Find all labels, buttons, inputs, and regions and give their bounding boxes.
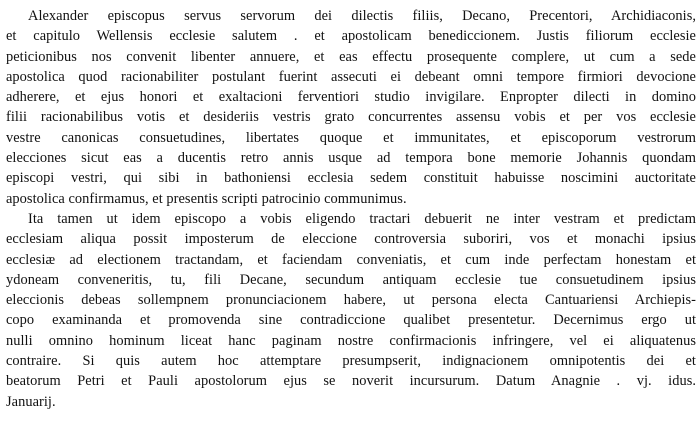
text-line: ydoneam conveneritis, tu, fili Decane, secundum antiquam ecclesie tue consuetudinem ipsius: [6, 271, 696, 288]
text-line: beatorum Petri et Pauli apostolorum ejus se noverit incursurum. Datum Anagnie . vj. idus.: [6, 373, 696, 390]
paragraph-1: [6, 6, 696, 209]
text-line: filii racionabilibus votis et desideriis vestris grato concurrentes assensu vobis et per vos ecclesie: [6, 109, 696, 126]
text-line: episcopi vestri, qui sibi in bathoniensi ecclesia sedem constituit habuisse noscimini auctoritate: [6, 170, 696, 187]
text-line: copo examinanda et promovenda sine contradiccione qualibet presentetur. Decernimus ergo ut: [6, 312, 696, 329]
text-line: vestre canonicas consuetudines, libertates quoque et immunitates, et episcoporum vestrorum: [6, 129, 696, 146]
text-line: et capitulo Wellensis ecclesie salutem . et apostolicam benediccionem. Justis filiorum ecclesie: [6, 28, 696, 45]
text-line: elecciones sicut eas a ducentis retro annis usque ad tempora bone memorie Johannis quondam: [6, 150, 696, 167]
text-line: Ita tamen ut idem episcopo a vobis eligendo tractari debuerit ne inter vestram et predictam: [28, 210, 696, 227]
text-line: adherere, et ejus honori et exaltacioni ferventiori studio invigilare. Enpropter dilecti in domino: [6, 89, 696, 106]
text-line: apostolica confirmamus, et presentis scripti patrocinio communimus.: [6, 190, 407, 207]
text-line: Alexander episcopus servus servorum dei dilectis filiis, Decano, Precentori, Archidiaconis,: [28, 8, 696, 24]
text-line: apostolica quod racionabiliter postulant fuerint assecuti ei debeant omni tempore firmiori devocione: [6, 68, 696, 85]
text-line: ecclesiæ ad electionem tractandam, et faciendam conveniatis, et cum inde perfectam honestam et: [6, 251, 696, 268]
text-line: Januarij.: [6, 393, 56, 410]
paragraph-2: [6, 209, 696, 412]
text-line: nulli omnino hominum liceat hanc paginam nostre confirmacionis infringere, vel ei aliquatenus: [6, 332, 696, 349]
text-line: contraire. Si quis autem hoc attemptare presumpserit, indignacionem omnipotentis dei et: [6, 353, 696, 370]
text-line: eleccionis debeas sollempnem pronunciacionem habere, ut persona electa Cantuariensi Archiepis-: [6, 292, 696, 309]
text-line: peticionibus nos convenit libenter annuere, et eas effectu prosequente complere, ut cum a sede: [6, 48, 696, 65]
text-line: ecclesiam aliqua possit imposterum de eleccione controversia suboriri, vos et monachi ipsius: [6, 231, 696, 248]
